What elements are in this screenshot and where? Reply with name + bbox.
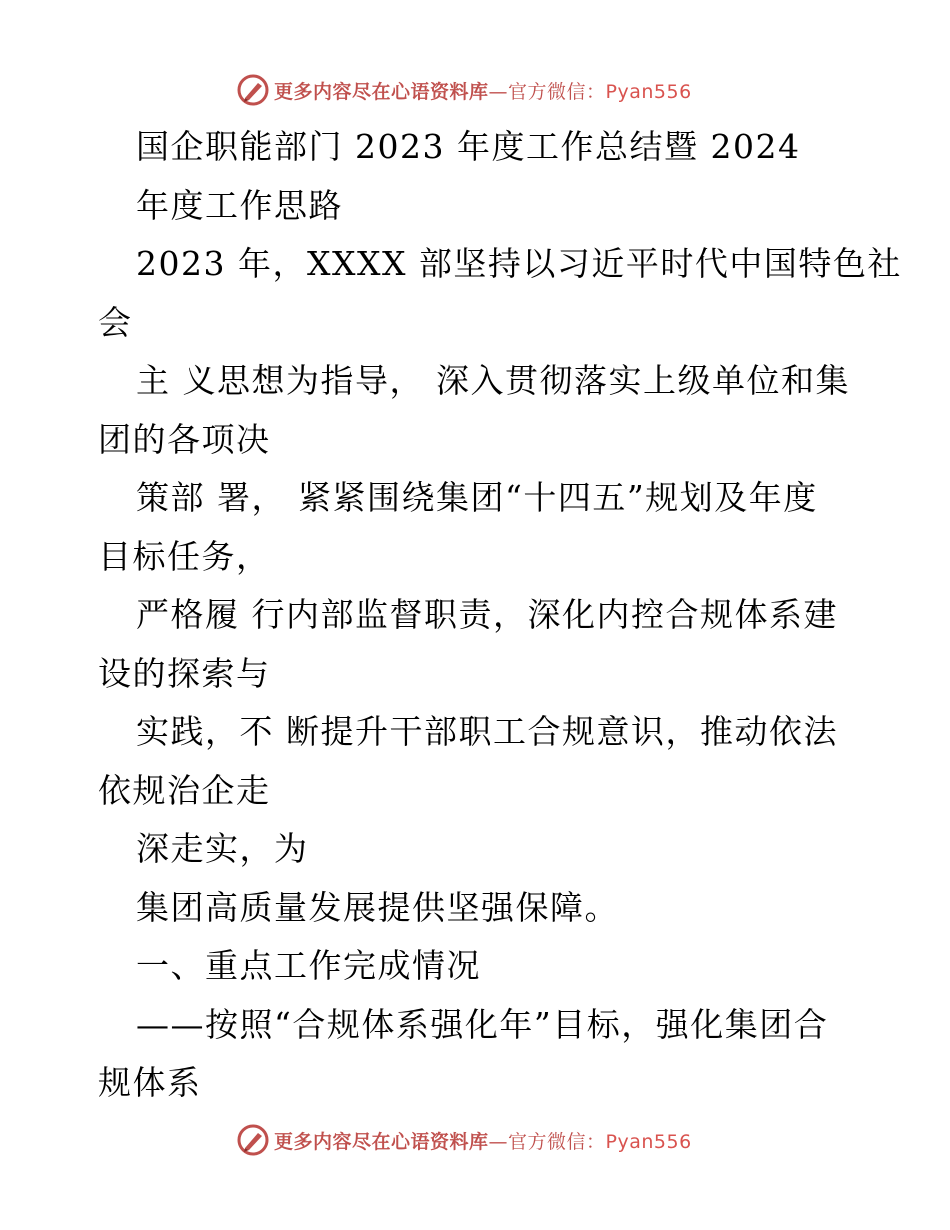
section-heading: 一、重点工作完成情况 xyxy=(136,946,481,985)
doc-line: 年度工作思路 xyxy=(136,185,343,225)
watermark-id: Pyan556 xyxy=(605,80,692,103)
doc-line: 规体系 xyxy=(98,1063,202,1102)
watermark-id: Pyan556 xyxy=(605,1130,692,1153)
doc-line: 国企职能部门 2023 年度工作总结暨 2024 xyxy=(136,127,801,166)
watermark-contact xyxy=(489,77,692,104)
doc-line: 依规治企走 xyxy=(98,770,271,810)
watermark-text: 更多内容尽在心语资料库 xyxy=(274,1130,489,1153)
doc-line: 2023 年，XXXX 部坚持以习近平时代中国特色社 xyxy=(136,244,902,283)
document-body xyxy=(98,118,902,1113)
doc-line: 主 义思想为指导， 深入贯彻落实上级单位和集 xyxy=(136,361,850,400)
doc-line: 团的各项决 xyxy=(98,419,271,459)
doc-line: 策部 署， 紧紧围绕集团“十四五”规划及年度 xyxy=(136,478,818,517)
doc-line: 会 xyxy=(98,302,133,342)
pen-circle-logo-icon xyxy=(236,1123,270,1157)
doc-line: 深走实，为 xyxy=(136,829,309,868)
watermark-contact xyxy=(489,1127,692,1154)
header-watermark xyxy=(236,72,692,108)
doc-line: 严格履 行内部监督职责，深化内控合规体系建 xyxy=(136,595,838,634)
doc-line: 实践，不 断提升干部职工合规意识，推动依法 xyxy=(136,712,838,751)
footer-watermark xyxy=(236,1122,692,1158)
doc-line: 集团高质量发展提供坚强保障。 xyxy=(136,887,619,927)
doc-line: 目标任务， xyxy=(98,536,271,576)
doc-line: 设的探索与 xyxy=(98,653,271,693)
watermark-contact-label: —官方微信： xyxy=(488,1130,606,1153)
watermark-text: 更多内容尽在心语资料库 xyxy=(274,80,489,103)
pen-circle-logo-icon xyxy=(236,73,270,107)
doc-line: ——按照“合规体系强化年”目标，强化集团合 xyxy=(136,1004,829,1044)
watermark-contact-label: —官方微信： xyxy=(488,80,606,103)
